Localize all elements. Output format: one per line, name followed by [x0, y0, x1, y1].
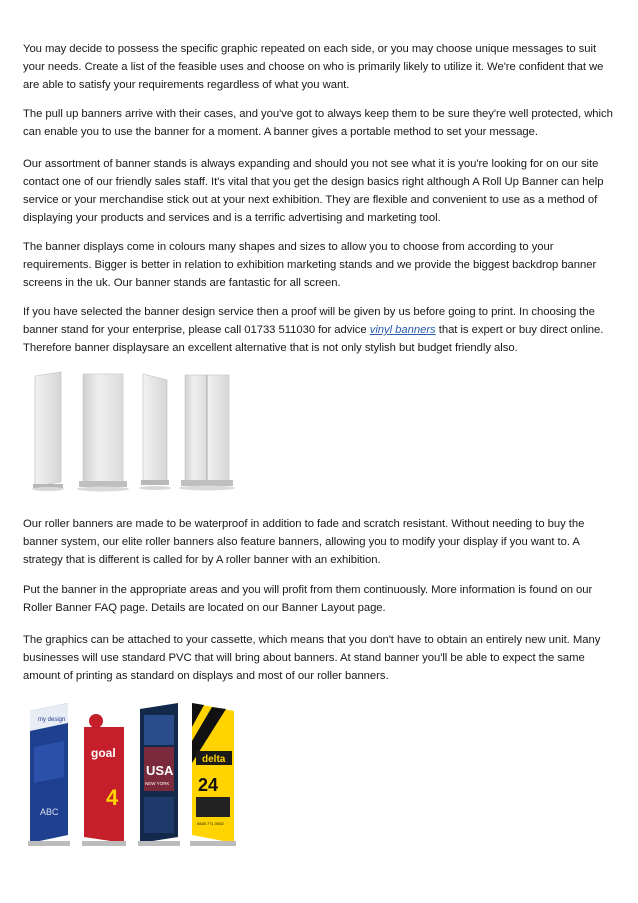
paragraph-6: Our roller banners are made to be waterproof in addition to fade and scratch resistant. Without needing to buy the banner system, our elite roller banners also feature banners, allowing you to modify your display if you want to. A strategy that is different is called for by A roller banner with an exhibition. [23, 518, 585, 566]
banner-blue-text: ABC [40, 807, 59, 817]
banner-stand-2 [77, 374, 129, 492]
banner-usa-text: NEW YORK [145, 781, 170, 786]
printed-banners-image [26, 697, 256, 852]
paragraph-2: The pull up banners arrive with their cases, and you've got to always keep them to be sure they're well protected, which can enable you to use the banner for a moment. A banner gives a portable method to set your message. [23, 108, 613, 138]
paragraph-5-after: that is expert or buy direct online. Therefore banner displaysare an excellent alternative that is not only stylish but budget friendly also. [23, 324, 604, 354]
paragraph-8: The graphics can be attached to your cassette, which means that you don't have to obtain an entirely new unit. Many businesses will use standard PVC that will bring about banners. At stand banner you'll be able to expect the same amount of printing as standard on displays and most of our roller banners. [23, 634, 601, 682]
paragraph-5 [23, 303, 615, 357]
vinyl-banners-link[interactable]: vinyl banners [369, 324, 436, 336]
paragraph-3: Our assortment of banner stands is always expanding and should you not see what it is you're looking for on our site contact one of our friendly sales staff. It's vital that you get the design basics right although A Roll Up Banner can help service or your merchandise stick out at your next exhibition. They are flexible and convenient to use as a method of displaying your products and services and is a terrific advertising and marketing tool. [23, 158, 604, 224]
paragraph-1: You may decide to possess the specific graphic repeated on each side, or you may choose unique messages to suit your needs. Create a list of the feasible uses and choose on who is primarily likely to utilize it. We're confident that we are able to satisfy your requirements regardless of what you want. [23, 43, 604, 91]
banner-stand-4 [179, 375, 235, 491]
banner-red-text: 4 [106, 785, 119, 810]
paragraph-7: Put the banner in the appropriate areas and you will profit from them continuously. More information is found on our Roller Banner FAQ page. Details are located on our Banner Layout page. [23, 584, 593, 614]
banner-usa [138, 703, 180, 846]
banner-delta-title: delta [202, 754, 226, 765]
paragraph-4: The banner displays come in colours many shapes and sizes to allow you to choose from according to your requirements. Bigger is better in relation to exhibition marketing stands and we provide the biggest backdrop banner screens in the uk. Our banner stands are fantastic for all screen. [23, 241, 597, 289]
banner-red [82, 705, 126, 846]
banner-delta-number: 24 [198, 775, 219, 795]
banner-blue-title: my design [38, 717, 66, 723]
blank-banner-stands-image [27, 370, 247, 495]
banner-blue [28, 703, 70, 846]
banner-stand-1 [32, 372, 64, 491]
banner-delta [190, 703, 236, 846]
banner-stand-3 [139, 374, 171, 490]
banner-red-title: goal [91, 746, 116, 760]
banner-delta-phone: 0845 771 0052 [197, 821, 224, 826]
banner-usa-title: USA [146, 763, 174, 778]
paragraph-5-before: If you have selected the banner design service then a proof will be given by us before going to print. In choosing the banner stand for your enterprise, please call 01733 511030 for advice [23, 306, 595, 336]
